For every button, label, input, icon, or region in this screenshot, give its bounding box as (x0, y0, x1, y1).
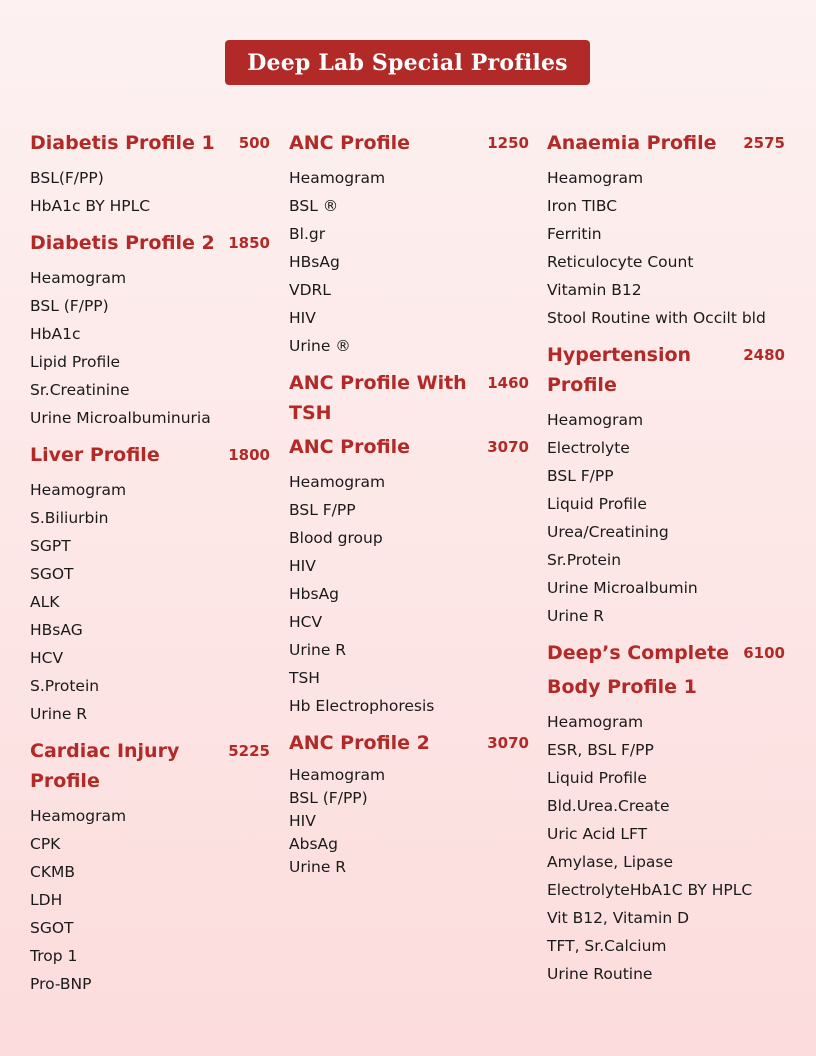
test-item: Sr.Protein (547, 551, 622, 569)
test-item: HIV (289, 812, 316, 830)
profile-price: 1800 (228, 446, 270, 464)
test-item: Stool Routine with Occilt bld (547, 309, 766, 327)
test-item: CKMB (30, 863, 75, 881)
test-item: LDH (30, 891, 63, 909)
profile-price: 1460 (487, 374, 529, 392)
test-list (289, 468, 529, 720)
profile-price: 1850 (228, 234, 270, 252)
profile-name: Anaemia Profile (547, 132, 717, 154)
profile-header (30, 436, 270, 470)
profile-block (30, 436, 270, 728)
test-item: Heamogram (547, 411, 644, 429)
test-item: Heamogram (547, 713, 644, 731)
profile-header (547, 336, 785, 400)
test-item: Urine Routine (547, 965, 653, 983)
test-list (30, 476, 270, 728)
test-item: S.Biliurbin (30, 509, 109, 527)
test-list (30, 802, 270, 998)
test-item: ALK (30, 593, 60, 611)
test-item: Urine Microalbumin (547, 579, 698, 597)
test-list (547, 708, 785, 988)
test-item: SGPT (30, 537, 71, 555)
profile-column-3 (547, 124, 785, 992)
profile-name: ANC Profile With TSH (289, 372, 467, 424)
test-item: Bld.Urea.Create (547, 797, 670, 815)
profile-name: Body Profile 1 (547, 676, 697, 698)
test-item: Blood group (289, 529, 383, 547)
profile-block (30, 124, 270, 220)
test-item: Urine R (30, 705, 88, 723)
test-item: Electrolyte (547, 439, 630, 457)
test-item: HIV (289, 557, 316, 575)
profile-name: ANC Profile (289, 436, 410, 458)
test-item: AbsAg (289, 835, 338, 853)
test-item: Reticulocyte Count (547, 253, 694, 271)
test-item: Urine R (289, 641, 347, 659)
test-item: Heamogram (289, 169, 386, 187)
profile-header (30, 732, 270, 796)
test-item: BSL F/PP (289, 501, 356, 519)
test-item: CPK (30, 835, 61, 853)
test-item: Heamogram (30, 481, 127, 499)
profile-header (30, 224, 270, 258)
test-item: Hb Electrophoresis (289, 697, 435, 715)
profile-header (289, 724, 529, 758)
test-item: Heamogram (547, 169, 644, 187)
test-item: Heamogram (289, 473, 386, 491)
profile-block (289, 724, 529, 879)
profile-name: ANC Profile 2 (289, 732, 430, 754)
profile-header (289, 428, 529, 462)
test-item: Urine R (547, 607, 605, 625)
profile-header (547, 668, 785, 702)
test-list (30, 264, 270, 432)
test-item: HCV (30, 649, 64, 667)
test-list (289, 164, 529, 360)
test-item: Heamogram (30, 807, 127, 825)
test-item: Bl.gr (289, 225, 326, 243)
profile-block (30, 732, 270, 998)
test-item: VDRL (289, 281, 331, 299)
profile-block (289, 428, 529, 720)
test-list (547, 406, 785, 630)
test-item: Urine Microalbuminuria (30, 409, 211, 427)
profile-block (547, 668, 785, 988)
profile-price: 6100 (743, 644, 785, 662)
profile-price: 2480 (743, 346, 785, 364)
test-item: HBsAG (30, 621, 83, 639)
test-item: S.Protein (30, 677, 100, 695)
test-item: SGOT (30, 565, 74, 583)
test-item: HbA1c BY HPLC (30, 197, 151, 215)
test-item: Heamogram (30, 269, 127, 287)
profile-column-2 (289, 124, 529, 883)
test-item: BSL ® (289, 197, 339, 215)
profile-header (547, 634, 785, 668)
profile-name: Liver Profile (30, 444, 160, 466)
profile-price: 3070 (487, 734, 529, 752)
profile-price: 500 (238, 134, 270, 152)
test-item: Liquid Profile (547, 495, 647, 513)
test-item: Iron TIBC (547, 197, 618, 215)
test-item: BSL (F/PP) (30, 297, 109, 315)
test-list (289, 764, 529, 879)
test-item: HBsAg (289, 253, 340, 271)
profile-name: ANC Profile (289, 132, 410, 154)
profile-block (30, 224, 270, 432)
profile-price: 2575 (743, 134, 785, 152)
test-item: TSH (289, 669, 320, 687)
test-item: Vitamin B12 (547, 281, 642, 299)
test-item: Liquid Profile (547, 769, 647, 787)
test-item: Sr.Creatinine (30, 381, 130, 399)
profile-name: Cardiac Injury Profile (30, 740, 180, 792)
test-item: Trop 1 (30, 947, 78, 965)
test-item: Lipid Profile (30, 353, 121, 371)
test-item: BSL (F/PP) (289, 789, 368, 807)
profile-block (547, 634, 785, 668)
test-item: Ferritin (547, 225, 602, 243)
profile-name: Hypertension Profile (547, 344, 692, 396)
test-item: HbsAg (289, 585, 340, 603)
test-item: Urine ® (289, 337, 351, 355)
profile-name: Diabetis Profile 2 (30, 232, 215, 254)
test-item: Pro-BNP (30, 975, 92, 993)
test-item: Heamogram (289, 766, 386, 784)
test-item: HCV (289, 613, 323, 631)
profile-header (289, 124, 529, 158)
profile-block (289, 124, 529, 360)
test-item: HbA1c (30, 325, 81, 343)
test-item: Vit B12, Vitamin D (547, 909, 690, 927)
test-item: ElectrolyteHbA1C BY HPLC (547, 881, 753, 899)
profile-block (547, 336, 785, 630)
test-item: BSL(F/PP) (30, 169, 104, 187)
profile-name: Diabetis Profile 1 (30, 132, 215, 154)
profile-price: 1250 (487, 134, 529, 152)
profile-column-1 (30, 124, 270, 1002)
profile-block (289, 364, 529, 428)
test-item: Urea/Creatining (547, 523, 669, 541)
profile-name: Deep’s Complete (547, 642, 730, 664)
test-item: SGOT (30, 919, 74, 937)
test-item: ESR, BSL F/PP (547, 741, 654, 759)
profile-block (547, 124, 785, 332)
test-item: BSL F/PP (547, 467, 614, 485)
profile-price: 3070 (487, 438, 529, 456)
profile-price: 5225 (228, 742, 270, 760)
test-item: Urine R (289, 858, 347, 876)
test-item: Amylase, Lipase (547, 853, 674, 871)
test-item: TFT, Sr.Calcium (547, 937, 667, 955)
profile-header (30, 124, 270, 158)
test-list (547, 164, 785, 332)
profile-header (547, 124, 785, 158)
profile-header (289, 364, 529, 428)
test-list (30, 164, 270, 220)
test-item: HIV (289, 309, 316, 327)
page-title: Deep Lab Special Profiles (225, 40, 590, 85)
test-item: Uric Acid LFT (547, 825, 648, 843)
